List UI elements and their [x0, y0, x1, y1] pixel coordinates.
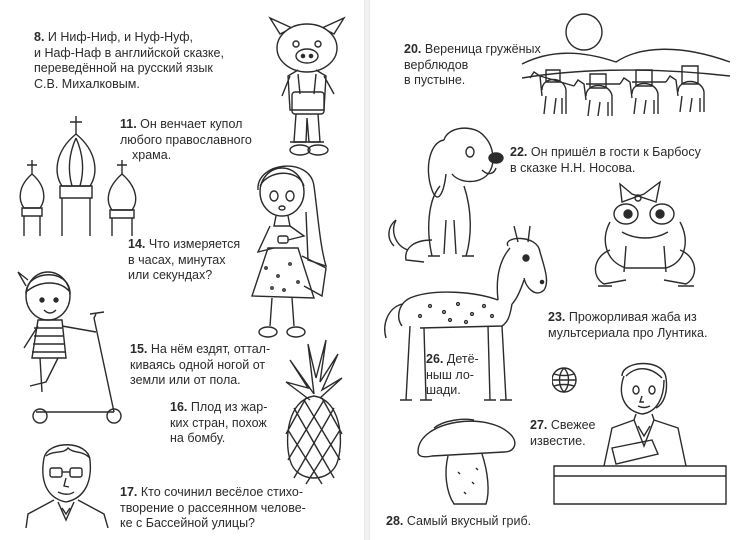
clue-text: Он пришёл в гости к Барбосу	[530, 145, 701, 159]
clue-number: 16.	[170, 400, 188, 414]
clue-text: ныш ло-	[426, 367, 474, 382]
clue-17	[120, 485, 306, 532]
poet-portrait-illustration	[24, 438, 110, 528]
clue-8	[34, 30, 224, 92]
clue-number: 11.	[120, 117, 137, 131]
clue-number: 23.	[548, 310, 566, 324]
clue-22	[510, 145, 701, 176]
clue-16	[170, 400, 267, 447]
clue-number: 14.	[128, 237, 146, 251]
clue-text: Прожорливая жаба из	[568, 310, 697, 324]
clue-text: ке с Бассейной улицы?	[120, 516, 256, 530]
pineapple-illustration	[282, 338, 346, 488]
clue-number: 22.	[510, 145, 528, 159]
clue-text: на бомбу.	[170, 431, 226, 445]
clue-text: С.В. Михалковым.	[34, 76, 140, 91]
scooter-girl-illustration	[10, 262, 138, 432]
clue-text: храма.	[132, 148, 172, 162]
news-anchor-illustration	[552, 356, 728, 506]
clue-number: 8.	[34, 30, 45, 44]
clue-text: На нём ездят, оттал-	[150, 342, 271, 356]
clue-28	[386, 514, 531, 530]
clue-text: Плод из жар-	[190, 400, 268, 414]
clue-number: 26.	[426, 352, 444, 366]
clue-text: или секундах?	[128, 268, 213, 282]
clue-text: ких стран, похож	[170, 415, 267, 430]
clue-text: в сказке Н.Н. Носова.	[510, 160, 636, 175]
clue-26	[426, 352, 479, 399]
clue-23	[548, 310, 707, 341]
clue-number: 27.	[530, 418, 548, 432]
clue-text: Самый вкусный гриб.	[406, 514, 532, 528]
clue-text: известие.	[530, 433, 586, 448]
clue-text: Свежее	[550, 418, 596, 432]
clue-text: мультсериала про Лунтика.	[548, 325, 708, 340]
clue-text: Детё-	[446, 352, 479, 366]
clue-number: 17.	[120, 485, 138, 499]
clue-number: 20.	[404, 42, 422, 56]
clue-text: шади.	[426, 383, 461, 397]
clue-15	[130, 342, 270, 389]
clue-text: в пустыне.	[404, 73, 466, 87]
camel-caravan-illustration	[520, 6, 732, 122]
girl-with-watch-illustration	[238, 156, 338, 342]
mushroom-illustration	[414, 412, 518, 508]
domes-illustration	[14, 112, 160, 240]
clue-text: и Наф-Наф в английской сказке,	[34, 45, 224, 60]
clue-text: киваясь одной ногой от	[130, 357, 266, 372]
clue-text: переведённой на русский язык	[34, 61, 213, 75]
clue-number: 28.	[386, 514, 404, 528]
clue-text: Вереница гружёных	[424, 42, 541, 56]
clue-text: творение о рассеянном челове-	[120, 500, 306, 515]
clue-14	[128, 237, 240, 284]
pig-illustration	[262, 14, 352, 164]
clue-text: Что измеряется	[148, 237, 241, 251]
clue-text: земли или от пола.	[130, 373, 241, 387]
left-page	[0, 0, 364, 540]
clue-text: верблюдов	[404, 57, 469, 72]
clue-text: Кто сочинил весёлое стихо-	[140, 485, 304, 499]
clue-number: 15.	[130, 342, 148, 356]
clue-text: Он венчает купол	[140, 117, 243, 131]
clue-text: любого православного	[120, 132, 252, 147]
toad-illustration	[586, 180, 706, 292]
clue-text: И Ниф-Ниф, и Нуф-Нуф,	[47, 30, 194, 44]
right-page	[370, 0, 736, 540]
clue-text: в часах, минутах	[128, 252, 226, 267]
